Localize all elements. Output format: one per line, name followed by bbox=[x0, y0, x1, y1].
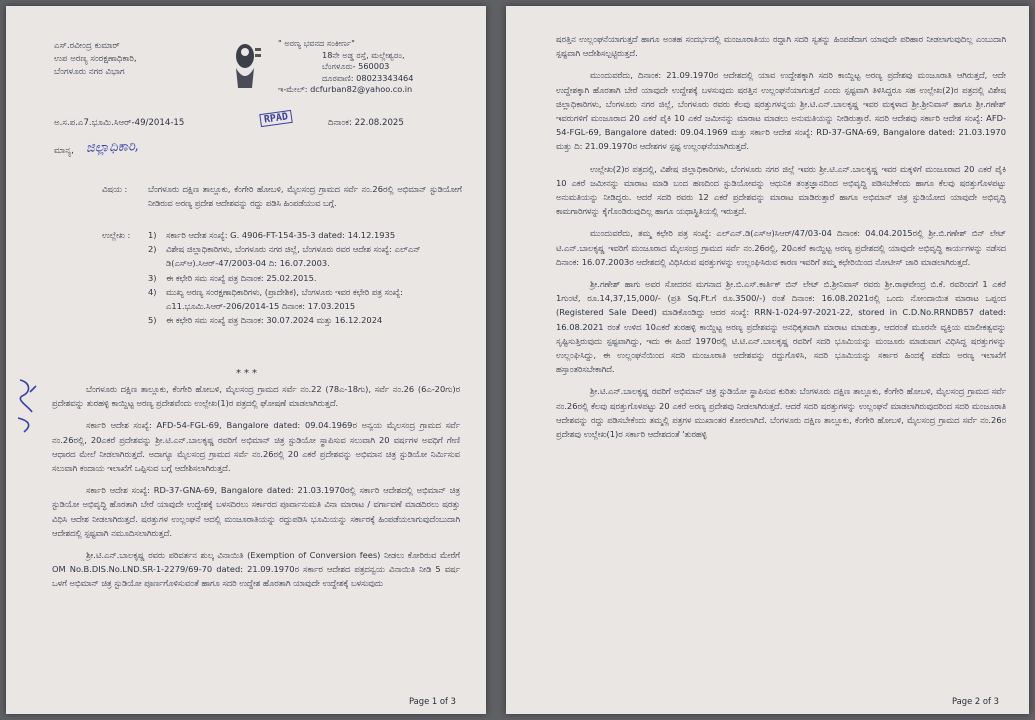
letter-page-1 bbox=[6, 6, 486, 714]
sender-name: ಎಸ್.ರವೀಂದ್ರ ಕುಮಾರ್ bbox=[54, 41, 120, 51]
letter-date: ದಿನಾಂಕ: 22.08.2025 bbox=[328, 118, 404, 128]
body-paragraph: ಮುಂದುವರೆದು, ದಿನಾಂಕ: 21.09.1970ರ ಆದೇಶದಲ್ಲಿ ಯಾವ ಉದ್ದೇಶಕ್ಕಾಗಿ ಸದರಿ ಕಾಯ್ದಿಟ್ಟ ಅರಣ್ಯ ಪ್ರದೇಶವು ಮಂಜೂರಾತಿ ಆಗಿರುತ್ತದೆ, ಆದೇ ಉದ್ದೇಶಕ್ಕಾಗಿ ಹೊರತಾಗಿ ಬೇರೆ ಯಾವುದೇ ಉದ್ದೇಶಕ್ಕೆ ಬಳಸುವುದು ಷರತ್ತಿನ ಉಲ್ಲಂಘನೆಯಾಗುತ್ತದೆ ಎಂದು ಸ್ಪಷ್ಟವಾಗಿ ತಿಳಿಸಿದ್ದರೂ ಸಹ ಉಲ್ಲೇಖ(2)ರ ಪತ್ರದಲ್ಲಿ ವಿಶೇಷ ಜಿಲ್ಲಾಧಿಕಾರಿಗಳು, ಬೆಂಗಳೂರು ನಗರ ಜಿಲ್ಲೆ, ಬೆಂಗಳೂರು ರವರು ಕೆಲವು ಷರತ್ತುಗಳನ್ನಯ ಶ್ರೀ.ಟಿ.ಎನ್.ಬಾಲಕೃಷ್ಣ ಇವರ ಮಕ್ಕಳಾದ ಶ್ರೀ.ಶ್ರೀನಿವಾಸ್ ಹಾಗೂ ಶ್ರೀ.ಗಣೇಶ್ ಇವರುಗಳಿಗೆ ಮಂಜೂರಾದ 20 ಎಕರೆ ಪೈಕಿ 10 ಎಕರೆ ಜಮೀನನ್ನು ಮಾರಾಟ ಮಾಡಲು ಅನುಮತಿಯನ್ನು ನೀಡಿರುತ್ತಾರೆ. ಸದರಿ ಆದೇಶವು ಸರ್ಕಾರಿ ಆದೇಶ ಸಂಖ್ಯೆ: AFD-54-FGL-69, Bangalore dated: 09.04.1969 ಮತ್ತು ಸರ್ಕಾರಿ ಆದೇಶ ಸಂಖ್ಯೆ: RD-37-GNA-69, Bangalore dated: 21.03.1970 ಮತ್ತು ದಿ: 21.09.1970ರ ಆದೇಶಗಳ ಸ್ಪಷ್ಟ ಉಲ್ಲಂಘನೆಯಾಗಿರುತ್ತದೆ. bbox=[556, 70, 1006, 152]
margin-handwriting bbox=[12, 372, 42, 442]
body-paragraph: ಸರ್ಕಾರಿ ಆದೇಶ ಸಂಖ್ಯೆ: AFD-54-FGL-69, Bangalore dated: 09.04.1969ರ ಅನ್ವಯ ಮೈಲಸಂದ್ರ ಗ್ರಾಮದ ಸರ್ವೆ ನಂ.26ರಲ್ಲಿ, 20ಎಕರೆ ಪ್ರದೇಶವನ್ನು ಶ್ರೀ.ಟಿ.ಎನ್.ಬಾಲಕೃಷ್ಣ ರವರಿಗೆ ಅಭಿಮಾನ್ ಚಿತ್ರ ಸ್ಟುಡಿಯೋ ಸ್ಥಾಪಿಸುವ ಸಲುವಾಗಿ 20 ವರ್ಷಗಳ ಅವಧಿಗೆ ಗೇಣಿ ಆಧಾರದ ಮೇಲೆ ನೀಡಲಾಗಿರುತ್ತದೆ. ಅದಾಗ್ಯೂ ಮೈಲಸಂದ್ರ ಗ್ರಾಮದ ಸರ್ವೆ ನಂ.26ರಲ್ಲಿ 20 ಎಕರೆ ಪ್ರದೇಶವನ್ನು ಅಭಿಮಾನ ಚಿತ್ರ ಸ್ಟುಡಿಯೋ ನಿರ್ಮಿಸುವ ಸಲುವಾಗಿ ಕಂದಾಯ ಇಲಾಖೆಗೆ ಒಪ್ಪಿಸುವ ಬಗ್ಗೆ ಆದೇಶಿಸಲಾಗಿರುತ್ತದೆ. bbox=[52, 420, 460, 474]
office-street: 18ನೇ ಅಡ್ಡ ರಸ್ತೆ, ಮಲ್ಲೇಶ್ವರಂ, bbox=[322, 49, 405, 60]
separator-stars: *** bbox=[236, 368, 260, 379]
reference-item: 4) ಮುಖ್ಯ ಅರಣ್ಯ ಸಂರಕ್ಷಣಾಧಿಕಾರಿಗಳು, (ಪ್ರಾದೇಶಿಕ), ಬೆಂಗಳೂರು ಇವರ ಕಛೇರಿ ಪತ್ರ ಸಂಖ್ಯೆ: ಎ11.ಭೂಮಿ.ಸಿಆರ್-206/2014-15 ದಿನಾಂಕ: 17.03.2015 bbox=[148, 286, 403, 312]
letter-body-continued bbox=[556, 32, 1006, 449]
handwritten-addressee: ಜಿಲ್ಲಾಧಿಕಾರಿ, bbox=[85, 139, 140, 156]
emblem-icon bbox=[228, 38, 262, 92]
subject-block bbox=[102, 182, 462, 210]
office-city: ಬೆಂಗಳೂರು- 560003 bbox=[322, 61, 390, 71]
salutation: ಮಾನ್ಯ, bbox=[54, 146, 74, 156]
reference-item: 2) ವಿಶೇಷ ಜಿಲ್ಲಾಧಿಕಾರಿಗಳು, ಬೆಂಗಳೂರು ನಗರ ಜಿಲ್ಲೆ, ಬೆಂಗಳೂರು ರವರ ಆದೇಶ ಸಂಖ್ಯೆ: ಎಲ್ಎನ್ ಡಿ(ಎಸ್ಆ).ಸಿಆರ್-47/2003-04 ದಿ: 16.07.2003. bbox=[148, 244, 421, 269]
office-name: " ಅರಣ್ಯ ಭವನದ ಸಂಕೀರ್ಣ" bbox=[278, 38, 355, 48]
office-email: ಇ-ಮೇಲ್: dcfurban82@yahoo.co.in bbox=[278, 84, 413, 94]
body-paragraph: ಶ್ರೀ.ಟಿ.ಎನ್.ಬಾಲಕೃಷ್ಣ ರವರಿಗೆ ಅಭಿಮಾನ್ ಚಿತ್ರ ಸ್ಟುಡಿಯೋ ಸ್ಥಾಪಿಸುವ ಕುರಿತು ಬೆಂಗಳೂರು ದಕ್ಷಿಣ ತಾಲ್ಲೂಕು, ಕೆಂಗೇರಿ ಹೋಬಳಿ, ಮೈಲಸಂದ್ರ ಗ್ರಾಮದ ಸರ್ವೆ ನಂ.26ರಲ್ಲಿ ಕೆಲವು ಷರತ್ತುಗೊಳಪಟ್ಟು 20 ಎಕರೆ ಅರಣ್ಯ ಪ್ರದೇಶವು ನೀಡಲಾಗಿರುತ್ತದೆ. ಆದರೆ ಸದರಿ ಷರತ್ತುಗಳನ್ನು ಉಲ್ಲಂಘನೆ ಮಾಡಲಾಗಿರುವುದರಿಂದ ಸದರಿ ಮಂಜೂರಾತಿ ಆದೇಶವನ್ನು ರದ್ದು ಪಡಿಸಬೇಕೆಂದು ತಮ್ಮಲ್ಲಿ ಪತ್ರಗಳ ಮುಖಾಂತರ ಕೋರಲಾಗಿದೆ. ಬೆಂಗಳೂರು ದಕ್ಷಿಣ ತಾಲ್ಲೂಕು, ಕೆಂಗೇರಿ ಹೋಬಳಿ, ಮೈಲಸಂದ್ರ ಗ್ರಾಮದ ಸರ್ವೆ ನಂ.26ರ ಪ್ರದೇಶವು ಉಲ್ಲೇಖ(1)ರ ಸರ್ಕಾರಿ ಆದೇಶದಂತೆ 'ತುರಹಳ್ಳಿ bbox=[556, 386, 1006, 440]
office-address bbox=[278, 38, 413, 96]
reference-item: 3) ಈ ಕಛೇರಿ ಸಮ ಸಂಖ್ಯೆ ಪತ್ರ ದಿನಾಂಕ: 25.02.2015. bbox=[148, 272, 317, 283]
body-paragraph: ಉಲ್ಲೇಖ(2)ರ ಪತ್ರದಲ್ಲಿ, ವಿಶೇಷ ಜಿಲ್ಲಾಧಿಕಾರಿಗಳು, ಬೆಂಗಳೂರು ನಗರ ಜಿಲ್ಲೆ ಇವರು ಶ್ರೀ.ಟಿ.ಎನ್.ಬಾಲಕೃಷ್ಣ ಇವರ ಮಕ್ಕಳಿಗೆ ಮಂಜೂರಾದ 20 ಎಕರೆ ಪೈಕಿ 10 ಎಕರೆ ಜಮೀನನ್ನು ಮಾರಾಟ ಮಾಡಿ ಬಂದ ಹಣದಿಂದ ಸ್ಟುಡಿಯೋವನ್ನು ಆಧುನಿಕ ತಂತ್ರಜ್ಞಾನದಿಂದ ಅಭಿವೃದ್ಧಿ ಪಡಿಸಬೇಕೆಂದು ಹಾಗೂ ಕೆಲವು ಷರತ್ತುಗೊಳಪಟ್ಟು ಅನುಮತಿಯನ್ನು ನೀಡಿದ್ದರು. ಆದರೆ ಸದರಿ ರವರು 12 ಎಕರೆ ಪ್ರದೇಶವನ್ನು ಮಾರಾಟ ಮಾಡಿರುತ್ತಾರೆ ಹಾಗೂ ಅಭಿಮಾನ್ ಚಿತ್ರ ಸ್ಟುಡಿಯೋದ ಯಾವುದೇ ಅಭಿವೃದ್ಧಿ ಕಾಮಗಾರಿಗಳನ್ನು ಕೈಗೊಂಡಿರುವುದಿಲ್ಲ ಹಾಗೂ ಯಥಾಸ್ಥಿತಿಯಲ್ಲಿ ಇರುತ್ತದೆ. bbox=[556, 163, 1006, 217]
rpad-stamp: RPAD bbox=[259, 110, 293, 127]
office-phone: ದೂರವಾಣಿ: 08023343464 bbox=[322, 72, 414, 83]
reference-number: ಅ.ಸ.ಪ.ಎ7.ಭೂಮಿ.ಸಿಆರ್-49/2014-15 bbox=[54, 118, 185, 128]
body-paragraph: ಸರ್ಕಾರಿ ಆದೇಶ ಸಂಖ್ಯೆ: RD-37-GNA-69, Bangalore dated: 21.03.1970ರಲ್ಲಿ ಸರ್ಕಾರಿ ಆದೇಶದಲ್ಲಿ ಅಭಿಮಾನ್ ಚಿತ್ರ ಸ್ಟುಡಿಯೋ ಅಭಿವೃದ್ಧಿ ಹೊರತಾಗಿ ಬೇರೆ ಯಾವುದೇ ಉದ್ದೇಶಕ್ಕೆ ಬಳಸದಿರಲು ಸರ್ಕಾರದ ಪೂರ್ವಾನುಮತಿ ವಿನಾ ಮಾರಾಟ / ವರ್ಗಾವಣೆ ಮಾಡದಿರಲು ಷರತ್ತು ವಿಧಿಸಿ ಆದೇಶ ನೀಡಲಾಗಿರುತ್ತದೆ. ಷರತ್ತುಗಳ ಉಲ್ಲಂಘನೆ ಆದಲ್ಲಿ ಮಂಜೂರಾತಿಯನ್ನು ರದ್ದುಪಡಿಸಿ ಭೂಮಿಯನ್ನು ಸರ್ಕಾರಕ್ಕೆ ಹಿಂಪಡೆಯಲಾಗುವುದೆಂಬುದಾಗಿ ಆದೇಶದಲ್ಲಿ ಸ್ಪಷ್ಟವಾಗಿ ನಮೂದಿಸಲಾಗಿರುತ್ತದೆ. bbox=[52, 485, 460, 538]
sender-block bbox=[54, 40, 137, 79]
page-number: Page 2 of 3 bbox=[952, 696, 999, 706]
body-paragraph: ಮುಂದುವರೆದು, ತಮ್ಮ ಕಛೇರಿ ಪತ್ರ ಸಂಖ್ಯೆ: ಎಲ್ಎನ್.ಡಿ(ಎಸ್ಆ)ಸಿಆರ್/47/03-04 ದಿನಾಂಕ: 04.04.2015ರಲ್ಲಿ ಶ್ರೀ.ಬಿ.ಗಣೇಶ್ ಬಿನ್ ಲೇಟ್ ಟಿ.ಎನ್.ಬಾಲಕೃಷ್ಣ ಇವರಿಗೆ ಮಂಜೂರಾದ ಮೈಲಸಂದ್ರ ಗ್ರಾಮದ ಸರ್ವೆ ನಂ.26ರಲ್ಲಿ, 20ಎಕರೆ ಕಾಯ್ದಿಟ್ಟ ಅರಣ್ಯ ಪ್ರದೇಶದಲ್ಲಿ ಯಾವುದೇ ಅಭಿವೃದ್ಧಿ ಕಾರ್ಯಗಳನ್ನು ನಡೆಸದ ದಿನಾಂಕ: 16.07.2003ರ ಆದೇಶದಲ್ಲಿ ವಿಧಿಸಿರುವ ಷರತ್ತುಗಳನ್ನು ಉಲ್ಲಂಘಿಸಿರುವ ಕಾರಣ ಇವರಿಗೆ ತಮ್ಮ ಕಛೇರಿಯಿಂದ ನೋಟೀಸ್ ಜಾರಿ ಮಾಡಲಾಗಿರುತ್ತದೆ. bbox=[556, 228, 1006, 267]
subject-text: ಬೆಂಗಳೂರು ದಕ್ಷಿಣ ತಾಲ್ಲೂಕು, ಕೆಂಗೇರಿ ಹೋಬಳಿ, ಮೈಲಸಂದ್ರ ಗ್ರಾಮದ ಸರ್ವೆ ನಂ.26ರಲ್ಲಿ ಅಭಿಮಾನ್ ಸ್ಟುಡಿಯೋಗೆ ನೀಡಿರುವ ಅರಣ್ಯ ಪ್ರದೇಶ ಆದೇಶವನ್ನು ರದ್ದು ಪಡಿಸಿ ಹಿಂಪಡೆಯುವ ಬಗ್ಗೆ. bbox=[148, 184, 462, 209]
letter-body bbox=[52, 382, 460, 599]
references-block bbox=[102, 228, 462, 327]
reference-item: 5) ಈ ಕಛೇರಿ ಸಮ ಸಂಖ್ಯೆ ಪತ್ರ ದಿನಾಂಕ: 30.07.2024 ಮತ್ತು 16.12.2024 bbox=[148, 315, 383, 326]
body-paragraph: ಷರತ್ತಿನ ಉಲ್ಲಂಘನೆಯಾಗುತ್ತದೆ ಹಾಗೂ ಅಂತಹ ಸಂದರ್ಭದಲ್ಲಿ ಮಂಜೂರಾತಿಯು ರದ್ದಾಗಿ ಸದರಿ ಸ್ವತನ್ನು ಹಿಂಪಡೆದಾಗ ಯಾವುದೇ ಪರಿಹಾರ ನೀಡಲಾಗುವುದಿಲ್ಲ ಎಂಬುದಾಗಿ ಸ್ಪಷ್ಟವಾಗಿ ಆದೇಶಿಸಲ್ಪಟ್ಟಿರುತ್ತದೆ. bbox=[556, 34, 1006, 59]
body-paragraph: ಬೆಂಗಳೂರು ದಕ್ಷಿಣ ತಾಲ್ಲೂಕು, ಕೆಂಗೇರಿ ಹೋಬಳಿ, ಮೈಲಸಂದ್ರ ಗ್ರಾಮದ ಸರ್ವೆ ನಂ.22 (78ಎ-18ಗು), ಸರ್ವೆ ನಂ.26 (6ಎ-20ಗು)ರ ಪ್ರದೇಶವನ್ನು ತುರಹಳ್ಳಿ ಕಾಯ್ದಿಟ್ಟ ಅರಣ್ಯ ಪ್ರದೇಶವೆಂದು ಉಲ್ಲೇಖ(1)ರ ಪತ್ರದಲ್ಲಿ ಘೋಷಣೆ ಮಾಡಲಾಗಿರುತ್ತದೆ. bbox=[52, 384, 460, 409]
reference-item: 1) ಸರ್ಕಾರಿ ಆದೇಶ ಸಂಖ್ಯೆ: G. 4906-FT-154-35-3 dated: 14.12.1935 bbox=[148, 230, 396, 240]
body-paragraph: ಶ್ರೀ.ಗಣೇಶ್ ಹಾಗು ಅವರ ಸೋದರನ ಮಗನಾದ ಶ್ರೀ.ಬಿ.ಎಸ್.ಕಾರ್ತಿಕ್ ಬಿನ್ ಲೇಟ್ ಬಿ.ಶ್ರೀನಿವಾಸ್ ರವರು ಶ್ರೀ.ರಾಘವೇಂದ್ರ ಬಿ.ಕೆ. ರವರಿಂದಗೆ 1 ಎಕರೆ 1ಗುಂಟೆ, ರೂ.14,37,15,000/- (ಪ್ರತಿ Sq.Ft.ಗೆ ರೂ.3500/-) ರಂತೆ ದಿನಾಂಕ: 16.08.2021ರಲ್ಲಿ ಒಂದು ನೋಂದಾಯಿತ ಮಾರಾಟ ಒಪ್ಪಂದ (Registered Sale Deed) ಮಾಡಿಕೊಂಡಿದ್ದು ಆದರ ಸಂಖ್ಯೆ: RRN-1-024-97-2021-22, stored in C.D.No.RRNDB57 dated: 16.08.2021 ರಂತೆ ಉಳಿದ 10ಎಕರೆ ತುರಹಳ್ಳಿ ಕಾಯ್ದಿಟ್ಟ ಅರಣ್ಯ ಪ್ರದೇಶವನ್ನು ಅನಧಿಕೃತವಾಗಿ ಮಾರಾಟ ಮಾಡುತ್ತಾ, ಆದರಂತೆ ಮೂರನೇ ವ್ಯಕ್ತಿಯ ಮಾಲೀಕತ್ವವನ್ನು ಸೃಷ್ಟಿಸುತ್ತಿರುವುದು ಸ್ಪಷ್ಟವಾಗಿದ್ದು, ಇದು ಈ ಹಿಂದೆ 1970ರಲ್ಲಿ ಟಿ.ಟಿ.ಎನ್.ಬಾಲಕೃಷ್ಣ ರವರಿಗೆ ಸದರಿ ಭೂಮಿಯನ್ನು ಮಂಜೂರು ಮಾಡುವಾಗ ವಿಧಿಸಿದ್ದ ಷರತ್ತುಗಳನ್ನು ಉಲ್ಲಂಘಿಸಿದ್ದು, ಈ ಉಲ್ಲಂಘನೆಯಿಂದ ಸದರಿ ಮಂಜೂರಾತಿ ಆದೇಶವನ್ನು ರದ್ದುಗೊಳಿಸಿ, ಸದರಿ ಭೂಮಿಯನ್ನು ಸರ್ಕಾರ ಹಿಂದಕ್ಕೆ ಪಡೆದು ಅರಣ್ಯ ಇಲಾಖೆಗೆ ಹಸ್ತಾಂತರಿಸಬೇಕಾಗಿದೆ. bbox=[556, 279, 1006, 375]
sender-division: ಬೆಂಗಳೂರು ನಗರ ವಿಭಾಗ bbox=[54, 67, 125, 77]
body-paragraph: ಶ್ರೀ.ಟಿ.ಎನ್.ಬಾಲಕೃಷ್ಣ ರವರು ಪರಿವರ್ತನ ಶುಲ್ಕ ವಿನಾಯಿತಿ (Exemption of Conversion fees) ನೀಡಲು ಕೋರಿರುವ ಮೇರೆಗೆ OM No.B.DIS.No.LND.SR-1-2279/69-70 dated: 21.09.1970ರ ಸರ್ಕಾರ ಆದೇಶದ ಪತ್ರದನ್ವಯ ವಿನಾಯಿತಿ ನೀಡಿ 5 ವರ್ಷ ಒಳಗೆ ಅಭಿಮಾನ್ ಚಿತ್ರ ಸ್ಟುಡಿಯೋ ಪೂರ್ಣಗೊಳಿಸುವಂತೆ ಹಾಗೂ ಸದರಿ ಉದ್ದೇಶ ಹೊರತಾಗಿ ಯಾವುದೇ ಉದ್ದೇಶಕ್ಕೆ ಬಳಸುವುದು bbox=[52, 550, 460, 589]
references-label: ಉಲ್ಲೇಖ : bbox=[102, 230, 131, 240]
page-number: Page 1 of 3 bbox=[409, 696, 456, 706]
letter-page-2 bbox=[506, 6, 1029, 714]
subject-label: ವಿಷಯ : bbox=[102, 184, 128, 194]
sender-designation: ಉಪ ಅರಣ್ಯ ಸಂರಕ್ಷಣಾಧಿಕಾರಿ, bbox=[54, 54, 137, 64]
